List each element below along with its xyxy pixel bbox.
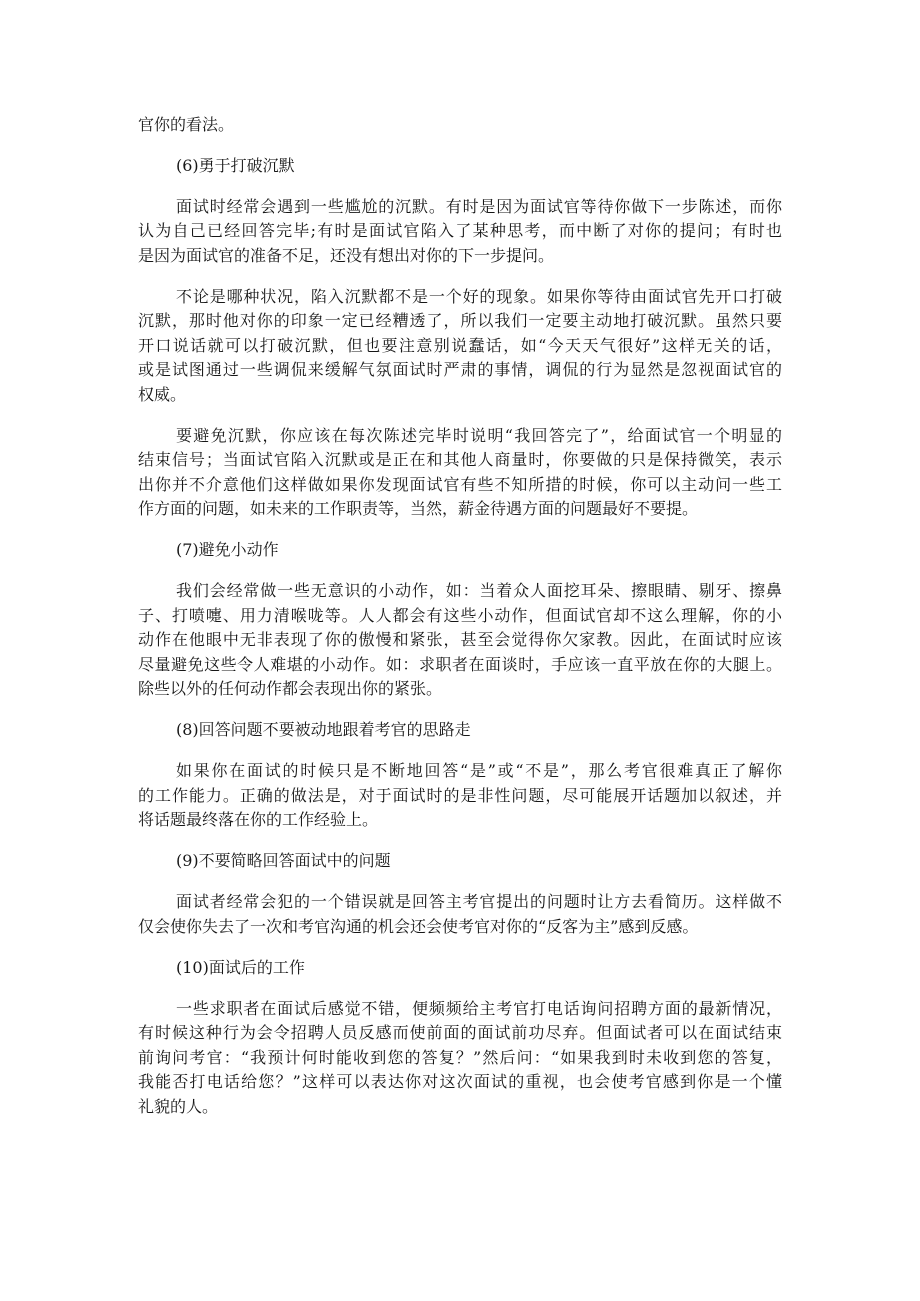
paragraph-line: 动作在他眼中无非表现了你的傲慢和紧张，甚至会觉得你欠家教。因此，在面试时应该 [138,630,782,650]
paragraph-line: 前询问考官：“我预计何时能收到您的答复？”然后问：“如果我到时未收到您的答复， [138,1047,782,1067]
paragraph-line: 面试时经常会遇到一些尴尬的沉默。有时是因为面试官等待你做下一步陈述，而你 [176,196,782,216]
paragraph [138,195,782,269]
paragraph-line: 我能否打电话给您？”这样可以表达你对这次面试的重视，也会使考官感到你是一个懂 [138,1072,782,1092]
paragraph-line: 一些求职者在面试后感觉不错，便频频给主考官打电话询问招聘方面的最新情况， [176,998,782,1018]
paragraph [138,997,782,1120]
paragraph [138,285,782,408]
paragraph-line: 礼貌的人。 [138,1096,219,1116]
paragraph [138,759,782,833]
paragraph-line: 将话题最终落在你的工作经验上。 [138,810,379,830]
section-heading-text: (6)勇于打破沉默 [176,155,295,175]
paragraph [138,579,782,702]
document-body [138,113,782,1136]
paragraph-line: 除些以外的任何动作都会表现出你的紧张。 [138,679,443,699]
paragraph [138,424,782,522]
paragraph-line: 作方面的问题，如未来的工作职责等，当然，薪金待遇方面的问题最好不要提。 [138,499,699,519]
paragraph-line: 是因为面试官的准备不足，还没有想出对你的下一步提问。 [138,245,555,265]
paragraph-line: 开口说话就可以打破沉默，但也要注意别说蠢话，如“今天天气很好”这样无关的话， [138,335,782,355]
paragraph-line: 如果你在面试的时候只是不断地回答“是”或“不是”，那么考官很难真正了解你 [176,761,782,781]
paragraph-line: 官你的看法。 [138,114,235,134]
section-heading [138,718,782,743]
paragraph-line: 认为自己已经回答完毕;有时是面试官陷入了某种思考，而中断了对你的提问；有时也 [138,221,782,241]
paragraph-line: 或是试图通过一些调侃来缓解气氛面试时严肃的事情，调侃的行为显然是忽视面试官的 [138,360,782,380]
section-heading [138,538,782,563]
paragraph-line: 沉默，那时他对你的印象一定已经糟透了，所以我们一定要主动地打破沉默。虽然只要 [138,311,782,331]
paragraph-line: 仅会使你失去了一次和考官沟通的机会还会使考官对你的“反客为主”感到反感。 [138,916,699,936]
paragraph-line: 权威。 [138,384,187,404]
section-heading-text: (8)回答问题不要被动地跟着考官的思路走 [176,720,471,740]
paragraph-continuation [138,113,782,138]
paragraph-line: 我们会经常做一些无意识的小动作，如：当着众人面挖耳朵、擦眼睛、剔牙、擦鼻 [176,581,782,601]
paragraph-line: 不论是哪种状况，陷入沉默都不是一个好的现象。如果你等待由面试官先开口打破 [176,286,782,306]
section-heading [138,154,782,179]
paragraph-line: 尽量避免这些令人难堪的小动作。如：求职者在面谈时，手应该一直平放在你的大腿上。 [138,654,782,674]
section-heading [138,849,782,874]
paragraph-line: 出你并不介意他们这样做如果你发现面试官有些不知所措的时候，你可以主动问一些工 [138,474,782,494]
paragraph-line: 要避免沉默，你应该在每次陈述完毕时说明“我回答完了”，给面试官一个明显的 [176,425,782,445]
paragraph-line: 面试者经常会犯的一个错误就是回答主考官提出的问题时让方去看简历。这样做不 [176,892,782,912]
paragraph [138,890,782,939]
section-heading-text: (7)避免小动作 [176,540,279,560]
paragraph-line: 结束信号；当面试官陷入沉默或是正在和其他人商量时，你要做的只是保持微笑，表示 [138,450,782,470]
paragraph-line: 子、打喷嚏、用力清喉咙等。人人都会有这些小动作，但面试官却不这么理解，你的小 [138,605,782,625]
section-heading-text: (9)不要简略回答面试中的问题 [176,851,391,871]
paragraph-line: 的工作能力。正确的做法是，对于面试时的是非性问题，尽可能展开话题加以叙述，并 [138,785,782,805]
section-heading-text: (10)面试后的工作 [176,957,305,977]
paragraph-line: 有时候这种行为会令招聘人员反感而使前面的面试前功尽弃。但面试者可以在面试结束 [138,1023,782,1043]
section-heading [138,956,782,981]
